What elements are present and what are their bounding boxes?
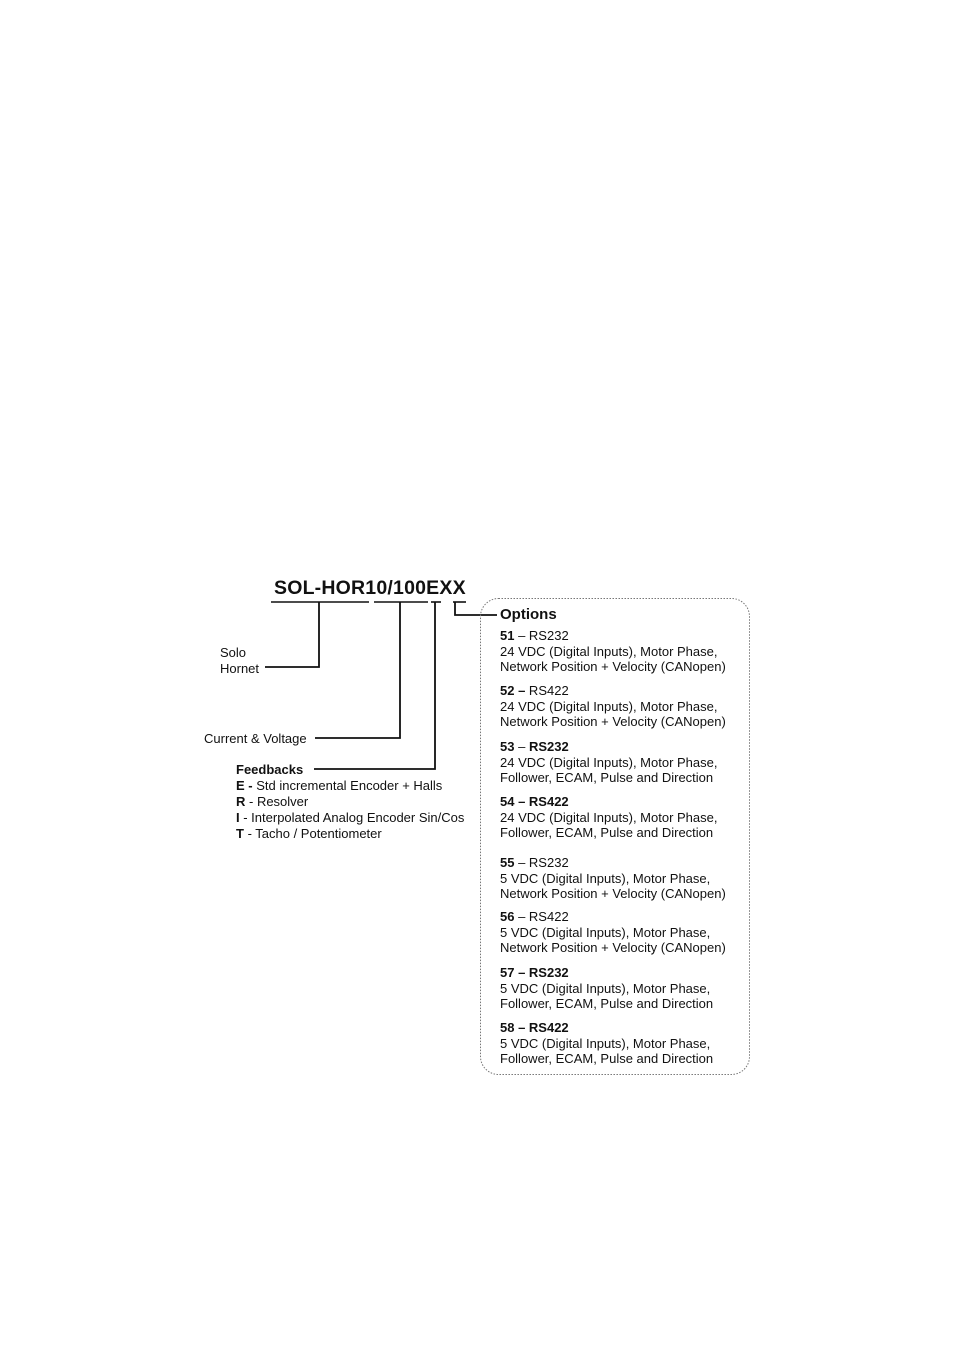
option-item — [500, 855, 726, 902]
option-line2: Follower, ECAM, Pulse and Direction — [500, 770, 714, 786]
option-iface: – RS232 — [514, 628, 569, 643]
option-iface: – RS422 — [514, 909, 569, 924]
connector-current-voltage — [315, 602, 400, 738]
option-line1: 24 VDC (Digital Inputs), Motor Phase, — [500, 698, 718, 714]
option-code: 57 – RS232 — [500, 965, 569, 980]
option-item — [500, 965, 713, 1012]
label-current-voltage: Current & Voltage — [204, 731, 307, 746]
option-iface: – RS232 — [514, 855, 569, 870]
option-line2: Follower, ECAM, Pulse and Direction — [500, 996, 714, 1012]
option-code: 55 — [500, 855, 515, 870]
option-code: 54 – RS422 — [500, 794, 569, 809]
feedback-code: R — [236, 794, 246, 809]
option-line1: 5 VDC (Digital Inputs), Motor Phase, — [500, 870, 711, 886]
option-line1: 5 VDC (Digital Inputs), Motor Phase, — [500, 924, 711, 940]
feedback-item — [236, 778, 442, 794]
option-code: 58 – RS422 — [500, 1020, 569, 1035]
option-line1: 5 VDC (Digital Inputs), Motor Phase, — [500, 980, 711, 996]
feedback-code: I — [236, 810, 240, 825]
option-line2: Follower, ECAM, Pulse and Direction — [500, 1051, 714, 1067]
connector-feedbacks — [314, 602, 435, 769]
option-line2: Follower, ECAM, Pulse and Direction — [500, 825, 714, 841]
option-line1: 24 VDC (Digital Inputs), Motor Phase, — [500, 754, 718, 770]
option-line2: Network Position + Velocity (CANopen) — [500, 940, 726, 956]
option-line1: 24 VDC (Digital Inputs), Motor Phase, — [500, 643, 718, 659]
part-number-title: SOL-HOR10/100EXX — [274, 577, 466, 599]
feedback-text: - Resolver — [245, 794, 309, 809]
label-solo: Solo — [220, 645, 247, 660]
label-hornet: Hornet — [220, 661, 260, 676]
option-iface-bold: RS232 — [528, 739, 569, 754]
option-code: 51 — [500, 628, 515, 643]
feedback-item — [236, 826, 382, 842]
connector-solo-hornet — [265, 602, 319, 667]
option-iface: RS422 — [525, 683, 569, 698]
option-line1: 5 VDC (Digital Inputs), Motor Phase, — [500, 1035, 711, 1051]
option-line2: Network Position + Velocity (CANopen) — [500, 886, 726, 902]
option-item — [500, 1020, 713, 1067]
feedback-code: E - — [236, 778, 253, 793]
feedback-text: - Tacho / Potentiometer — [243, 826, 382, 841]
feedback-text: Std incremental Encoder + Halls — [252, 778, 443, 793]
option-item — [500, 794, 717, 841]
feedback-text: - Interpolated Analog Encoder Sin/Cos — [239, 810, 465, 825]
option-iface: – — [514, 739, 529, 754]
option-line2: Network Position + Velocity (CANopen) — [500, 714, 726, 730]
options-title: Options — [500, 606, 557, 623]
option-line1: 24 VDC (Digital Inputs), Motor Phase, — [500, 809, 718, 825]
feedback-code: T — [236, 826, 244, 841]
option-code: 56 — [500, 909, 515, 924]
feedbacks-title: Feedbacks — [236, 762, 304, 777]
option-item — [500, 628, 726, 675]
option-line2: Network Position + Velocity (CANopen) — [500, 659, 726, 675]
option-item — [500, 739, 717, 786]
option-item — [500, 909, 726, 956]
feedback-item — [236, 794, 308, 810]
option-code: 53 — [500, 739, 515, 754]
feedback-item — [236, 810, 464, 826]
option-item — [500, 683, 726, 730]
option-code: 52 – — [500, 683, 526, 698]
